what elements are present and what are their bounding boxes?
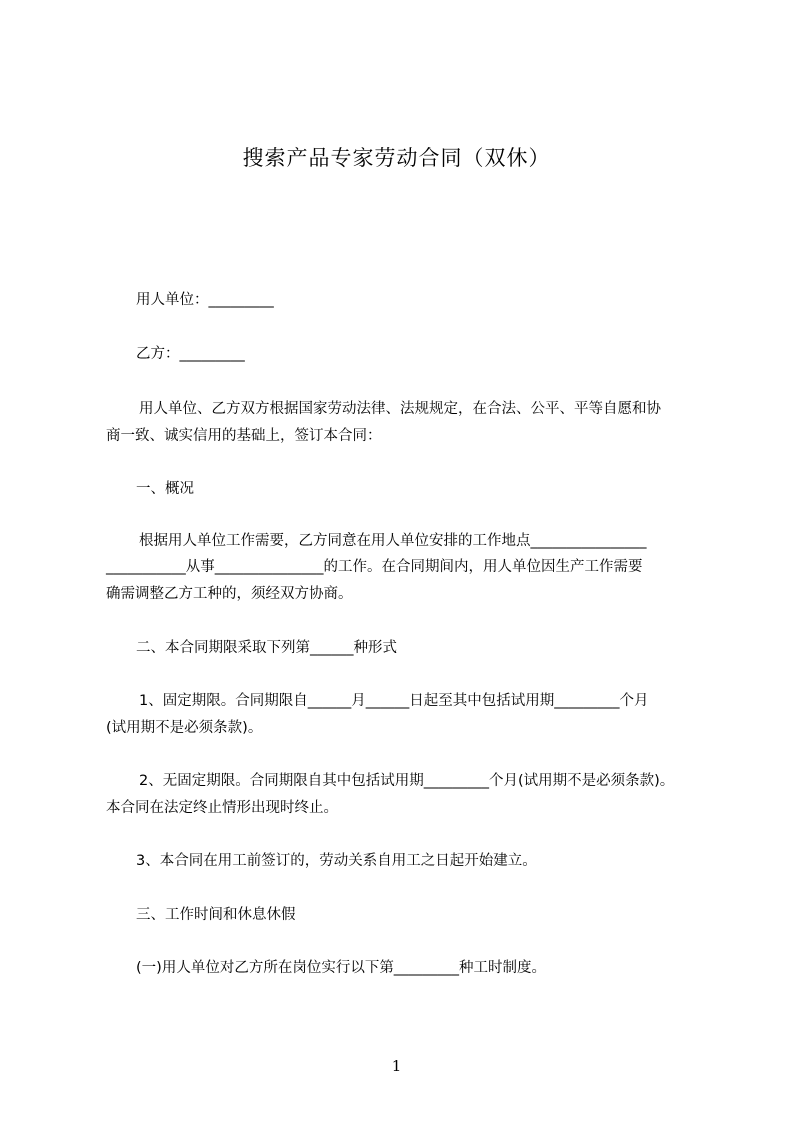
section-1-heading: 一、概况 <box>136 481 194 497</box>
section-1-line-3: 确需调整乙方工种的，须经双方协商。 <box>106 586 353 602</box>
term-2-line-2: 本合同在法定终止情形出现时终止。 <box>106 800 338 816</box>
section-3-item-1: (一)用人单位对乙方所在岗位实行以下第_________种工时制度。 <box>136 960 547 976</box>
section-3-heading: 三、工作时间和休息休假 <box>136 907 296 923</box>
employer-line: 用人单位：_________ <box>136 292 274 308</box>
party-b-line: 乙方：_________ <box>136 346 245 362</box>
term-1-line-2: (试用期不是必须条款)。 <box>106 720 263 736</box>
section-2-heading: 二、本合同期限采取下列第______种形式 <box>136 640 397 656</box>
document-title: 搜索产品专家劳动合同（双休） <box>242 146 551 170</box>
term-2-line-1: 2、无固定期限。合同期限自其中包括试用期_________个月(试用期不是必须条款)。 <box>139 773 675 789</box>
section-1-line-2: ___________从事_______________的工作。在合同期间内，用人单位因生产工作需要 <box>106 559 643 575</box>
term-1-line-1: 1、固定期限。合同期限自______月______日起至其中包括试用期_________个月 <box>139 693 649 709</box>
section-1-line-1: 根据用人单位工作需要，乙方同意在用人单位安排的工作地点________________ <box>139 533 647 549</box>
intro-paragraph-line-2: 商一致、诚实信用的基础上，签订本合同： <box>106 428 382 444</box>
intro-paragraph-line-1: 用人单位、乙方双方根据国家劳动法律、法规规定，在合法、公平、平等自愿和协 <box>139 401 661 417</box>
page-number: 1 <box>391 1057 402 1075</box>
term-3-line-1: 3、本合同在用工前签订的，劳动关系自用工之日起开始建立。 <box>136 853 537 869</box>
